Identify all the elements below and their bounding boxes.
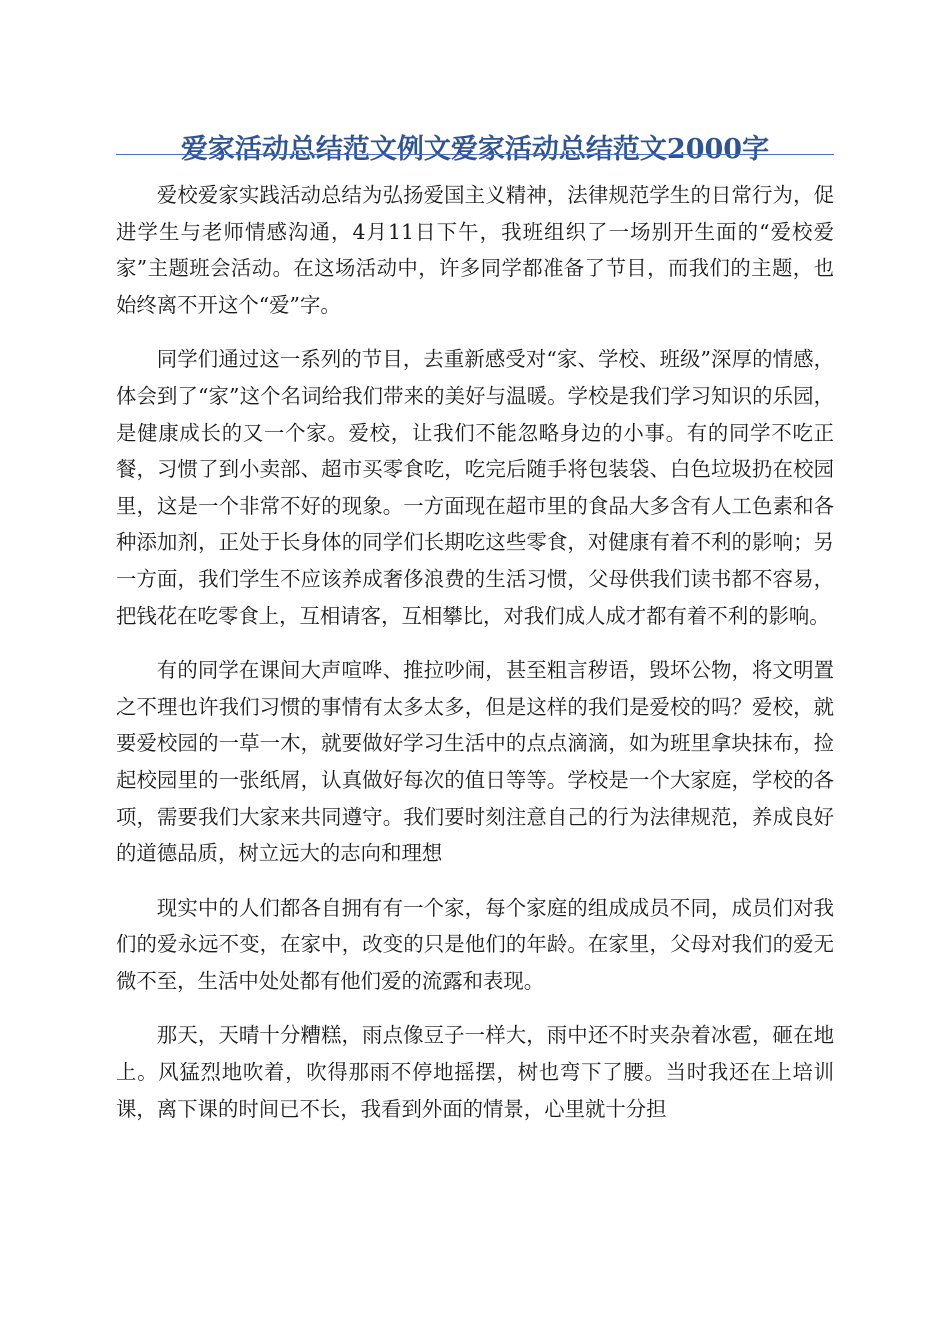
title-underline: [116, 154, 834, 155]
paragraph: 现实中的人们都各自拥有有一个家，每个家庭的组成成员不同，成员们对我们的爱永远不变，在家中，改变的只是他们的年龄。在家里，父母对我们的爱无微不至，生活中处处都有他们爱的流露和表现。: [116, 895, 834, 993]
document-title: 爱家活动总结范文例文爱家活动总结范文2000字: [180, 134, 770, 166]
paragraph: 同学们通过这一系列的节目，去重新感受对“家、学校、班级”深厚的情感，体会到了“家”这个名词给我们带来的美好与温暖。学校是我们学习知识的乐园，是健康成长的又一个家。爱校，让我们不能忽略身边的小事。有的同学不吃正餐，习惯了到小卖部、超市买零食吃，吃完后随手将包装袋、白色垃圾扔在校园里，这是一个非常不好的现象。一方面现在超市里的食品大多含有人工色素和各种添加剂，正处于长身体的同学们长期吃这些零食，对健康有着不利的影响；另一方面，我们学生不应该养成奢侈浪费的生活习惯，父母供我们读书都不容易，把钱花在吃零食上，互相请客，互相攀比，对我们成人成才都有着不利的影响。: [116, 347, 834, 628]
paragraph: 有的同学在课间大声喧哗、推拉吵闹，甚至粗言秽语，毁坏公物，将文明置之不理也许我们习惯的事情有太多太多，但是这样的我们是爱校的吗？爱校，就要爱校园的一草一木，就要做好学习生活中的点点滴滴，如为班里拿块抹布，捡起校园里的一张纸屑，认真做好每次的值日等等。学校是一个大家庭，学校的各项，需要我们大家来共同遵守。我们要时刻注意自己的行为法律规范，养成良好的道德品质，树立远大的志向和理想: [116, 658, 834, 866]
document-body: [116, 177, 834, 1145]
paragraph: 那天，天晴十分糟糕，雨点像豆子一样大，雨中还不时夹杂着冰雹，砸在地上。风猛烈地吹着，吹得那雨不停地摇摆，树也弯下了腰。当时我还在上培训课，离下课的时间已不长，我看到外面的情景，心里就十分担: [116, 1023, 834, 1121]
paragraph: 爱校爱家实践活动总结为弘扬爱国主义精神，法律规范学生的日常行为，促进学生与老师情感沟通，4月11日下午，我班组织了一场别开生面的“爱校爱家”主题班会活动。在这场活动中，许多同学都准备了节目，而我们的主题，也始终离不开这个“爱”字。: [116, 183, 834, 317]
